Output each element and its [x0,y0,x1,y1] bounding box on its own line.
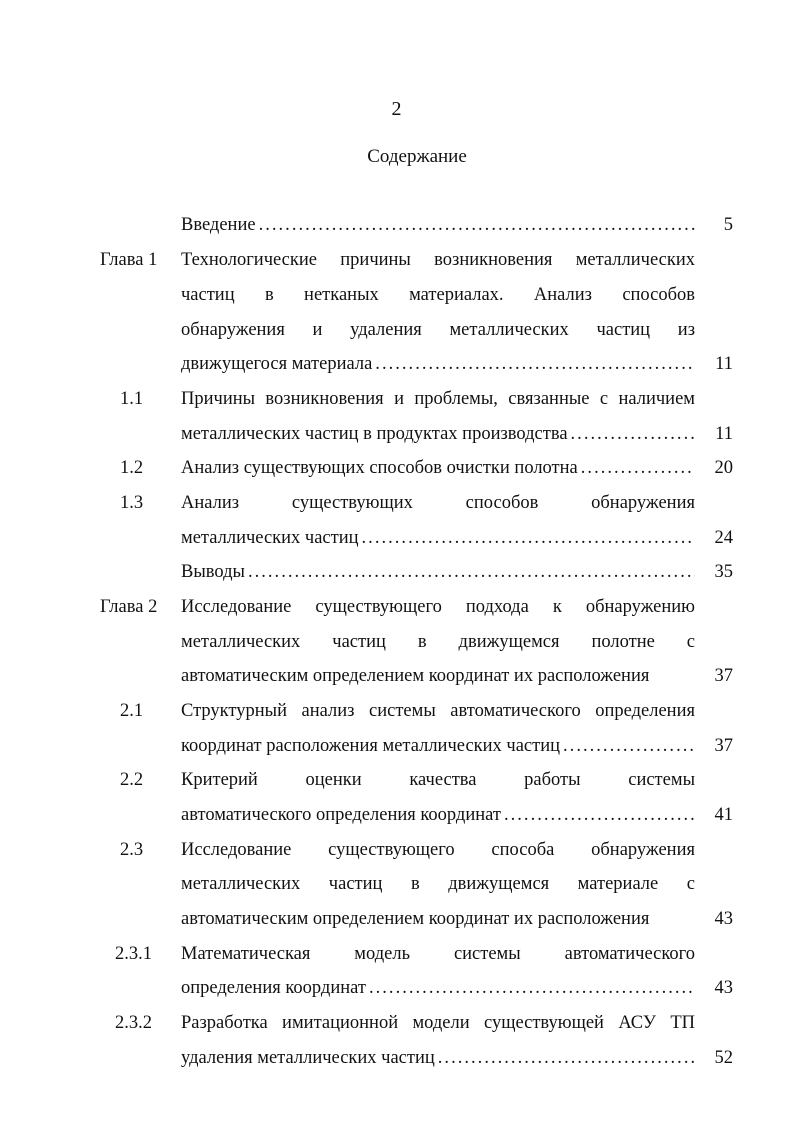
page-number: 2 [391,98,402,120]
toc-page-number: 11 [715,424,733,444]
toc-entry-title: Введение . . . [181,208,695,243]
toc-page-number: 52 [714,1048,733,1068]
toc-entry-line: Математическая модель системы автоматического [181,944,695,964]
toc-entry-2-3-line-3 [0,902,793,937]
toc-entry-2-3-1-line-2 [0,971,793,1006]
toc-page-number: 35 [714,562,733,582]
dot-leader [504,798,695,833]
toc-entry-line: обнаружения и удаления металлических частиц из [181,320,695,340]
toc-entry-chapter-2[interactable] [0,590,793,625]
toc-entry-line: координат расположения металлических частиц . . . [181,729,695,764]
toc-entry-1-3-line-2 [0,521,793,556]
toc-entry-line: определения координат . . . [181,971,695,1006]
page-title: Содержание [367,146,467,167]
toc-entry-chapter-1-line-2 [0,278,793,313]
toc-chapter-number: Глава 1 [100,250,158,270]
toc-entry-chapter-1-line-3 [0,313,793,348]
toc-entry-chapter-1-line-4 [0,347,793,382]
toc-entry-1-2[interactable] [0,451,793,486]
toc-entry-chapter-1[interactable] [0,243,793,278]
toc-entry-line: движущегося материала . . . [181,347,695,382]
toc-entry-chapter-2-line-2 [0,625,793,660]
toc-page-number: 5 [723,215,733,235]
toc-entry-2-3-line-2 [0,867,793,902]
toc-page-number: 43 [714,909,733,929]
toc-chapter-number: Глава 2 [100,597,158,617]
toc-entry-line: металлических частиц . . . [181,521,695,556]
toc-entry-line: автоматическим определением координат их расположения [181,909,650,929]
toc-entry-line: Исследование существующего подхода к обнаружению [181,597,695,617]
dot-leader [438,1041,695,1076]
toc-entry-2-3-2[interactable] [0,1006,793,1041]
toc-entry-line: Технологические причины возникновения металлических [181,250,695,270]
toc-entry-1-1[interactable] [0,382,793,417]
dot-leader [581,451,695,486]
toc-page-number: 41 [714,805,733,825]
toc-entry-line: Анализ существующих способов обнаружения [181,493,695,513]
toc-entry-line: Разработка имитационной модели существующей АСУ ТП [181,1013,695,1033]
toc-entry-2-1[interactable] [0,694,793,729]
toc-entry-line: автоматическим определением координат их расположения [181,666,650,686]
toc-entry-2-2-line-2 [0,798,793,833]
toc-section-number: 1.2 [120,458,144,478]
toc-subsection-number: 2.3.2 [115,1013,152,1033]
dot-leader [362,521,695,556]
toc-entry-introduction[interactable] [0,208,793,243]
toc-section-number: 2.1 [120,701,144,721]
toc-section-number: 2.2 [120,770,144,790]
toc-entry-2-2[interactable] [0,763,793,798]
dot-leader [369,971,695,1006]
toc-section-number: 1.3 [120,493,144,513]
toc-page-number: 24 [714,528,733,548]
toc-page-number: 11 [715,354,733,374]
toc-entry-line: Исследование существующего способа обнаружения [181,840,695,860]
dot-leader [563,729,695,764]
dot-leader [571,417,695,452]
toc-entry-line: частиц в нетканых материалах. Анализ способов [181,285,695,305]
toc-entry-2-3[interactable] [0,833,793,868]
dot-leader [248,555,695,590]
toc-entry-2-3-2-line-2 [0,1041,793,1076]
toc-entry-conclusions[interactable] [0,555,793,590]
toc-entry-chapter-2-line-3 [0,659,793,694]
dot-leader [375,347,695,382]
toc-entry-2-3-1[interactable] [0,937,793,972]
toc-section-number: 1.1 [120,389,144,409]
toc-entry-line: Выводы . . . [181,555,695,590]
toc-entry-line: Причины возникновения и проблемы, связанные с наличием [181,389,695,409]
toc-entry-2-1-line-2 [0,729,793,764]
toc-entry-line: автоматического определения координат . . . [181,798,695,833]
toc-entry-line: металлических частиц в продуктах производства . . . [181,417,695,452]
toc-subsection-number: 2.3.1 [115,944,152,964]
toc-page-number: 43 [714,978,733,998]
toc-section-number: 2.3 [120,840,144,860]
toc-page-number: 37 [714,666,733,686]
toc-entry-line: Критерий оценки качества работы системы [181,770,695,790]
toc-entry-1-3[interactable] [0,486,793,521]
dot-leader [259,208,695,243]
toc-entry-line: металлических частиц в движущемся полотне с [181,632,695,652]
toc-page-number: 20 [714,458,733,478]
toc-entry-line: металлических частиц в движущемся материале с [181,874,695,894]
toc-entry-line: Структурный анализ системы автоматического определения [181,701,695,721]
toc-entry-1-1-line-2 [0,417,793,452]
toc-entry-line: Анализ существующих способов очистки полотна . . . [181,451,695,486]
toc-entry-line: удаления металлических частиц . . . [181,1041,695,1076]
toc-page-number: 37 [714,736,733,756]
